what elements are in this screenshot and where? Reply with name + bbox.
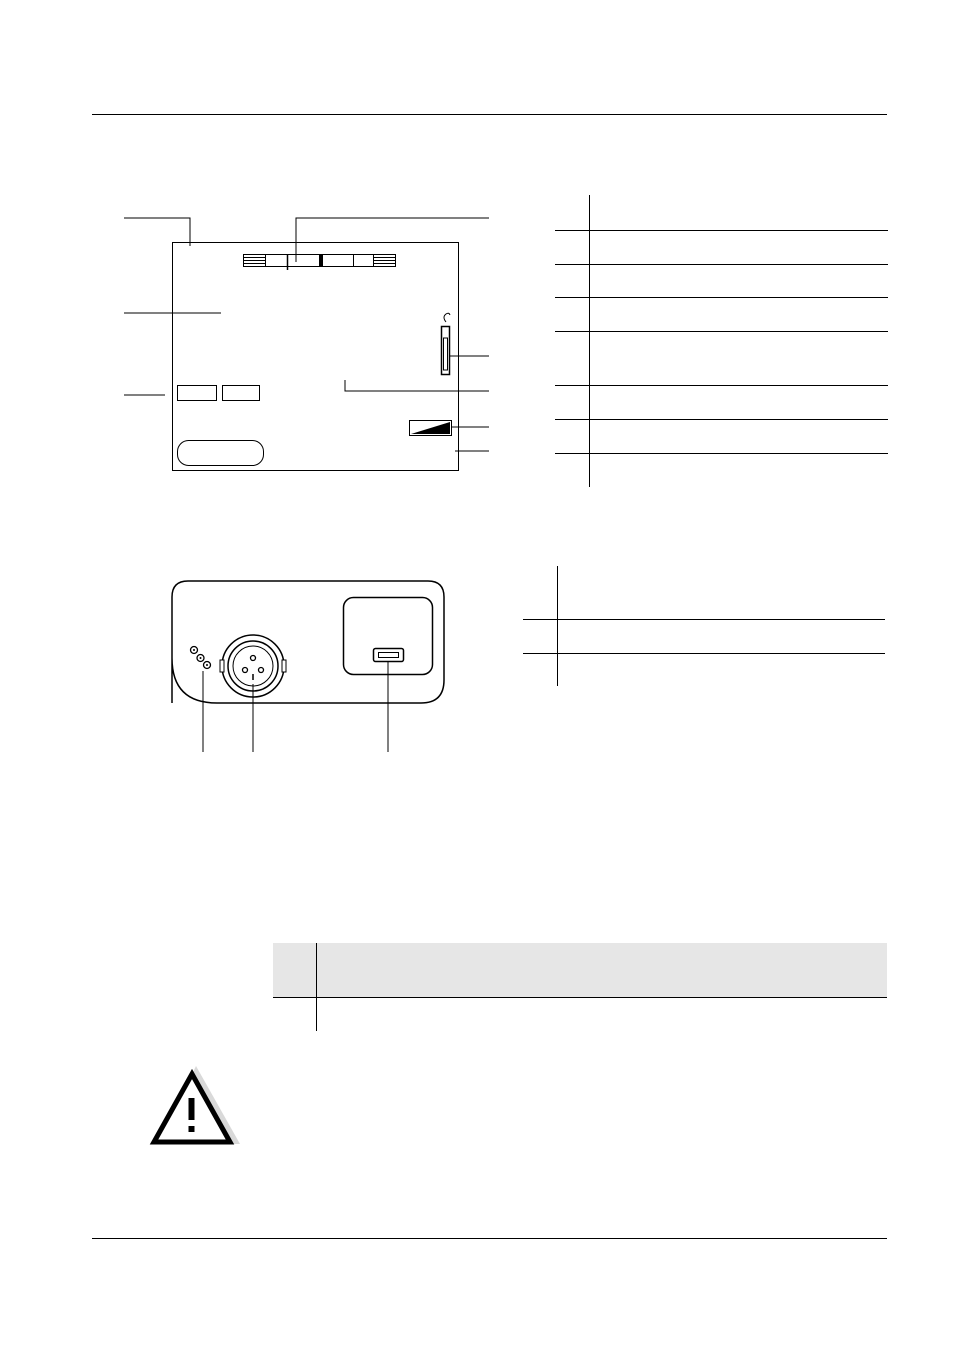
connector-legend-row-2 xyxy=(523,653,885,654)
connector-legend-row-1 xyxy=(523,619,885,620)
socket-table-header-rule xyxy=(273,997,887,998)
socket-table-header xyxy=(273,943,887,997)
warning-triangle-icon xyxy=(150,1066,240,1146)
connector-legend-divider xyxy=(557,566,558,686)
usb-socket-icon xyxy=(374,649,404,662)
interface-rings-icon xyxy=(191,647,211,669)
socket-table-divider xyxy=(316,943,317,1031)
meter-housing xyxy=(172,581,444,703)
